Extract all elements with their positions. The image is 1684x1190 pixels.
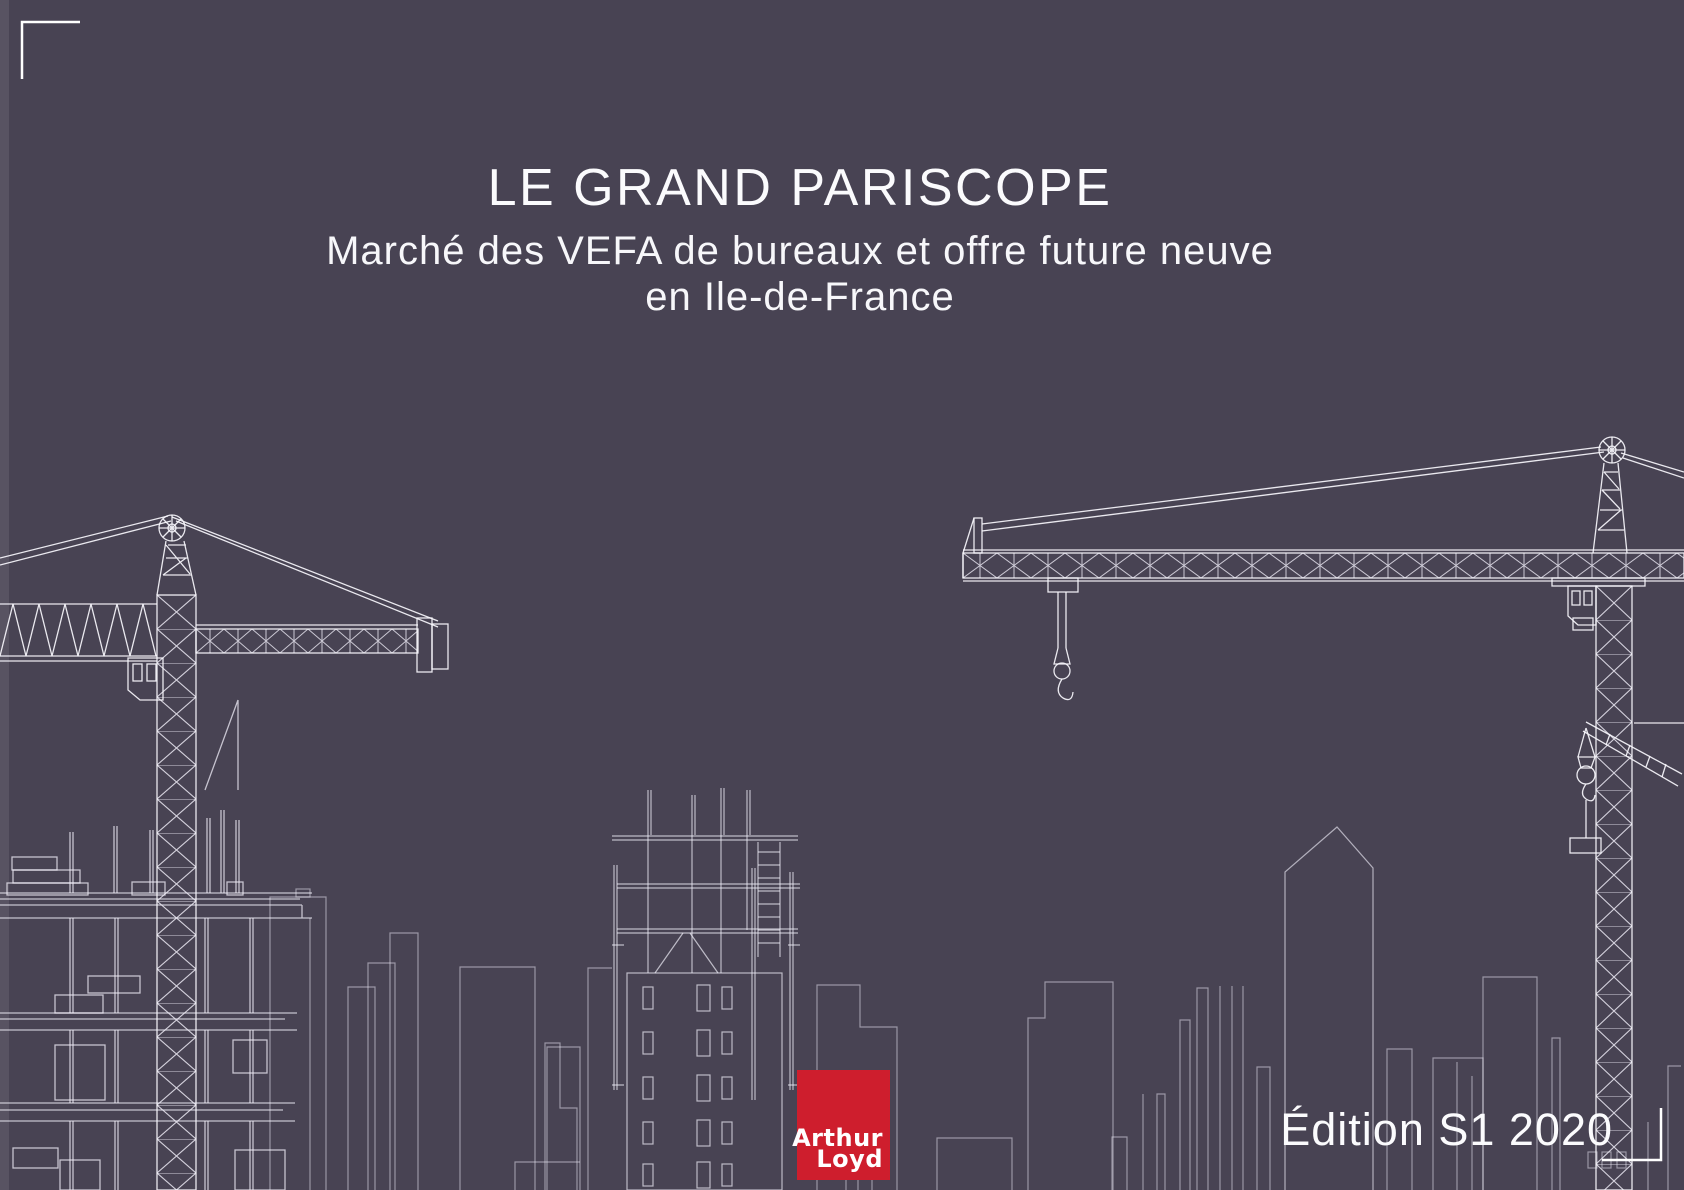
slide-subtitle-line1: Marché des VEFA de bureaux et offre future neuve	[326, 229, 1274, 273]
building-under-construction-center	[612, 788, 800, 1190]
slide-title: LE GRAND PARISCOPE	[487, 159, 1113, 217]
title-block	[0, 160, 1600, 320]
logo-text-line1: Arthur	[792, 1124, 883, 1152]
top-left-corner-mark	[22, 22, 80, 79]
edition-label: Édition S1 2020	[1280, 1104, 1613, 1155]
logo-text-line2: Loyd	[816, 1145, 883, 1173]
building-under-construction-left	[0, 700, 312, 1190]
slide-subtitle	[0, 228, 1600, 320]
slide-subtitle-line2: en Ile-de-France	[645, 275, 955, 319]
tower-crane-right	[963, 437, 1684, 1190]
arthur-loyd-logo	[792, 1070, 890, 1180]
arthur-loyd-logo-text	[792, 1124, 883, 1173]
